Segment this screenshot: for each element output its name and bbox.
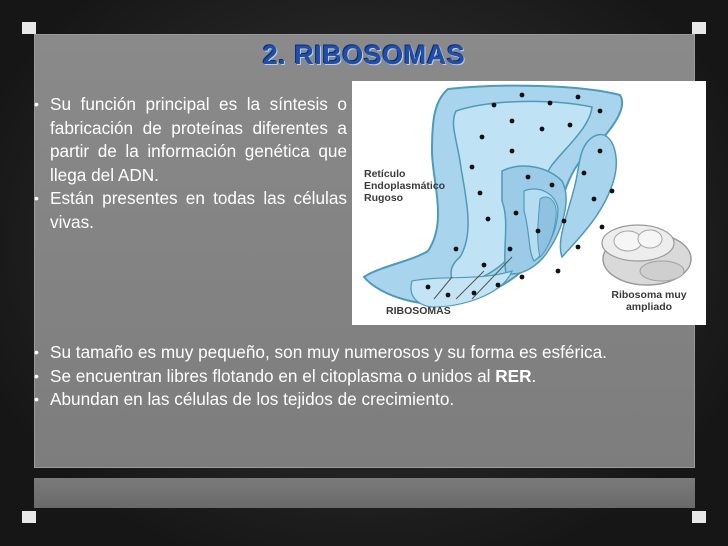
bullet-text-end: . bbox=[531, 365, 537, 386]
rer-label-line: Rugoso bbox=[364, 192, 404, 204]
enlarged-ribosome-label-line: Ribosoma muy bbox=[611, 289, 687, 301]
rer-label-line: Endoplasmático bbox=[364, 180, 446, 192]
bottom-bullet-list bbox=[27, 341, 670, 412]
ribosomas-label: RIBOSOMAS bbox=[386, 305, 451, 317]
bullet-text: Se encuentran libres flotando en el citoplasma o unidos al bbox=[50, 365, 496, 386]
slide-title: 2. RIBOSOMAS bbox=[262, 40, 466, 70]
bullet-text: Su función principal es la síntesis o fabricación de proteínas diferentes a partir de la información genética que llega del ADN. bbox=[50, 94, 347, 185]
enlarged-ribosome-label-line: ampliado bbox=[625, 301, 673, 313]
bullet-item bbox=[27, 388, 670, 412]
enlarged-ribosome-label bbox=[596, 289, 702, 313]
enlarged-ribosome bbox=[602, 225, 691, 285]
bullet-item bbox=[27, 365, 670, 389]
bullet-bold-term: RER bbox=[495, 365, 532, 386]
corner-bottom-left bbox=[22, 511, 36, 523]
bullet-dot: • bbox=[34, 391, 39, 407]
bullet-dot: • bbox=[34, 367, 39, 384]
corner-top-left bbox=[22, 22, 36, 34]
bullet-text: Abundan en las células de los tejidos de crecimiento. bbox=[50, 389, 455, 409]
ribosome-figure bbox=[352, 81, 706, 325]
bullet-dot: • bbox=[34, 96, 39, 112]
corner-top-right bbox=[692, 22, 706, 34]
bullet-item bbox=[27, 341, 670, 365]
bullet-item bbox=[27, 187, 347, 234]
bullet-dot: • bbox=[34, 190, 39, 206]
bullet-dot: • bbox=[34, 344, 39, 360]
bullet-text: Están presentes en todas las células vivas. bbox=[50, 188, 347, 232]
bullet-text: Su tamaño es muy pequeño, son muy numerosos y su forma es esférica. bbox=[50, 342, 607, 362]
footer-bar bbox=[34, 478, 695, 508]
left-bullet-list bbox=[27, 93, 347, 234]
rer-label-line: Retículo bbox=[364, 168, 406, 180]
corner-bottom-right bbox=[692, 511, 706, 523]
rer-label bbox=[364, 168, 445, 204]
bullet-item bbox=[27, 93, 347, 187]
